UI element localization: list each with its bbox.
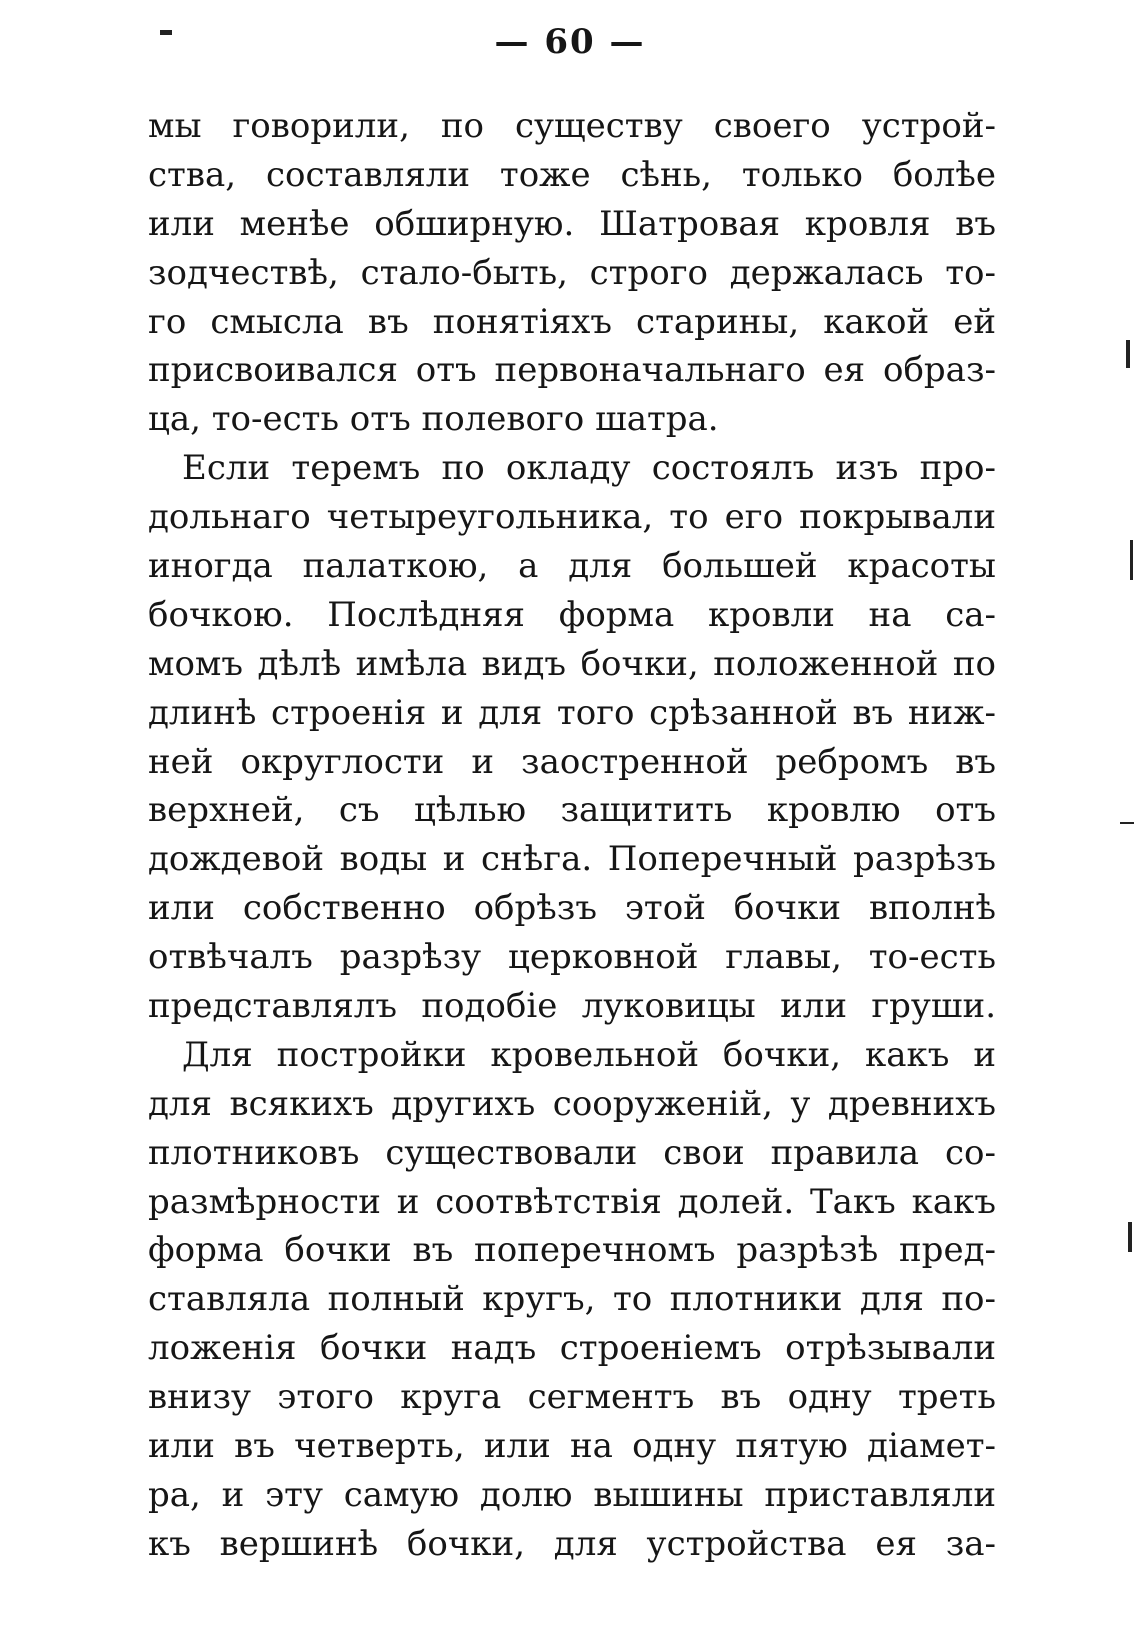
text-line: плотниковъ существовали свои правила со- bbox=[148, 1132, 996, 1173]
scan-edge-mark bbox=[1120, 822, 1134, 824]
text-line: ложенія бочки надъ строеніемъ отрѣзывали bbox=[148, 1328, 996, 1369]
page-number: — 60 — bbox=[494, 22, 646, 62]
text-line: представлялъ подобіе луковицы или груши. bbox=[148, 986, 996, 1027]
text-line: для всякихъ другихъ сооруженій, у древнихъ bbox=[148, 1083, 996, 1124]
text-line: или собственно обрѣзъ этой бочки вполнѣ bbox=[148, 888, 996, 929]
text-line: отвѣчалъ разрѣзу церковной главы, то-есть bbox=[148, 937, 996, 978]
text-line: или менѣе обширную. Шатровая кровля въ bbox=[148, 203, 996, 244]
text-line: или въ четверть, или на одну пятую діамет- bbox=[148, 1426, 996, 1467]
text-line: ней округлости и заостренной ребромъ въ bbox=[148, 741, 996, 782]
text-line: го смысла въ понятіяхъ старины, какой ей bbox=[148, 301, 996, 342]
text-line: зодчествѣ, стало-быть, строго держалась то- bbox=[148, 252, 996, 293]
text-line: внизу этого круга сегментъ въ одну треть bbox=[148, 1377, 996, 1418]
scan-edge-mark bbox=[1126, 340, 1130, 368]
text-line: иногда палаткою, а для большей красоты bbox=[148, 546, 996, 587]
text-line: ставляла полный кругъ, то плотники для по- bbox=[148, 1279, 996, 1320]
scan-edge-mark bbox=[1130, 540, 1133, 580]
text-line: присвоивался отъ первоначальнаго ея образ- bbox=[148, 350, 996, 391]
scan-edge-mark bbox=[160, 30, 172, 35]
text-line: мы говорили, по существу своего устрой- bbox=[148, 106, 996, 146]
text-line: бочкою. Послѣдняя форма кровли на са- bbox=[148, 594, 996, 635]
scan-edge-mark bbox=[1128, 1222, 1132, 1252]
body-text bbox=[148, 102, 996, 1569]
text-line: Для постройки кровельной бочки, какъ и bbox=[182, 1034, 996, 1075]
text-line: ства, составляли тоже сѣнь, только болѣе bbox=[148, 154, 996, 195]
text-line: Если теремъ по окладу состоялъ изъ про- bbox=[182, 448, 996, 489]
text-line: верхней, съ цѣлью защитить кровлю отъ bbox=[148, 790, 996, 831]
text-line: ца, то-есть отъ полевого шатра. bbox=[148, 399, 719, 440]
text-line: къ вершинѣ бочки, для устройства ея за- bbox=[148, 1523, 996, 1564]
text-line: длинѣ строенія и для того срѣзанной въ ниж- bbox=[148, 692, 996, 733]
text-line: момъ дѣлѣ имѣла видъ бочки, положенной по bbox=[148, 643, 996, 684]
text-line: дождевой воды и снѣга. Поперечный разрѣзъ bbox=[148, 839, 996, 880]
text-line: дольнаго четыреугольника, то его покрывали bbox=[148, 497, 996, 538]
text-line: размѣрности и соотвѣтствія долей. Такъ какъ bbox=[148, 1181, 996, 1222]
text-line: форма бочки въ поперечномъ разрѣзѣ пред- bbox=[148, 1230, 996, 1271]
text-line: ра, и эту самую долю вышины приставляли bbox=[148, 1474, 996, 1515]
